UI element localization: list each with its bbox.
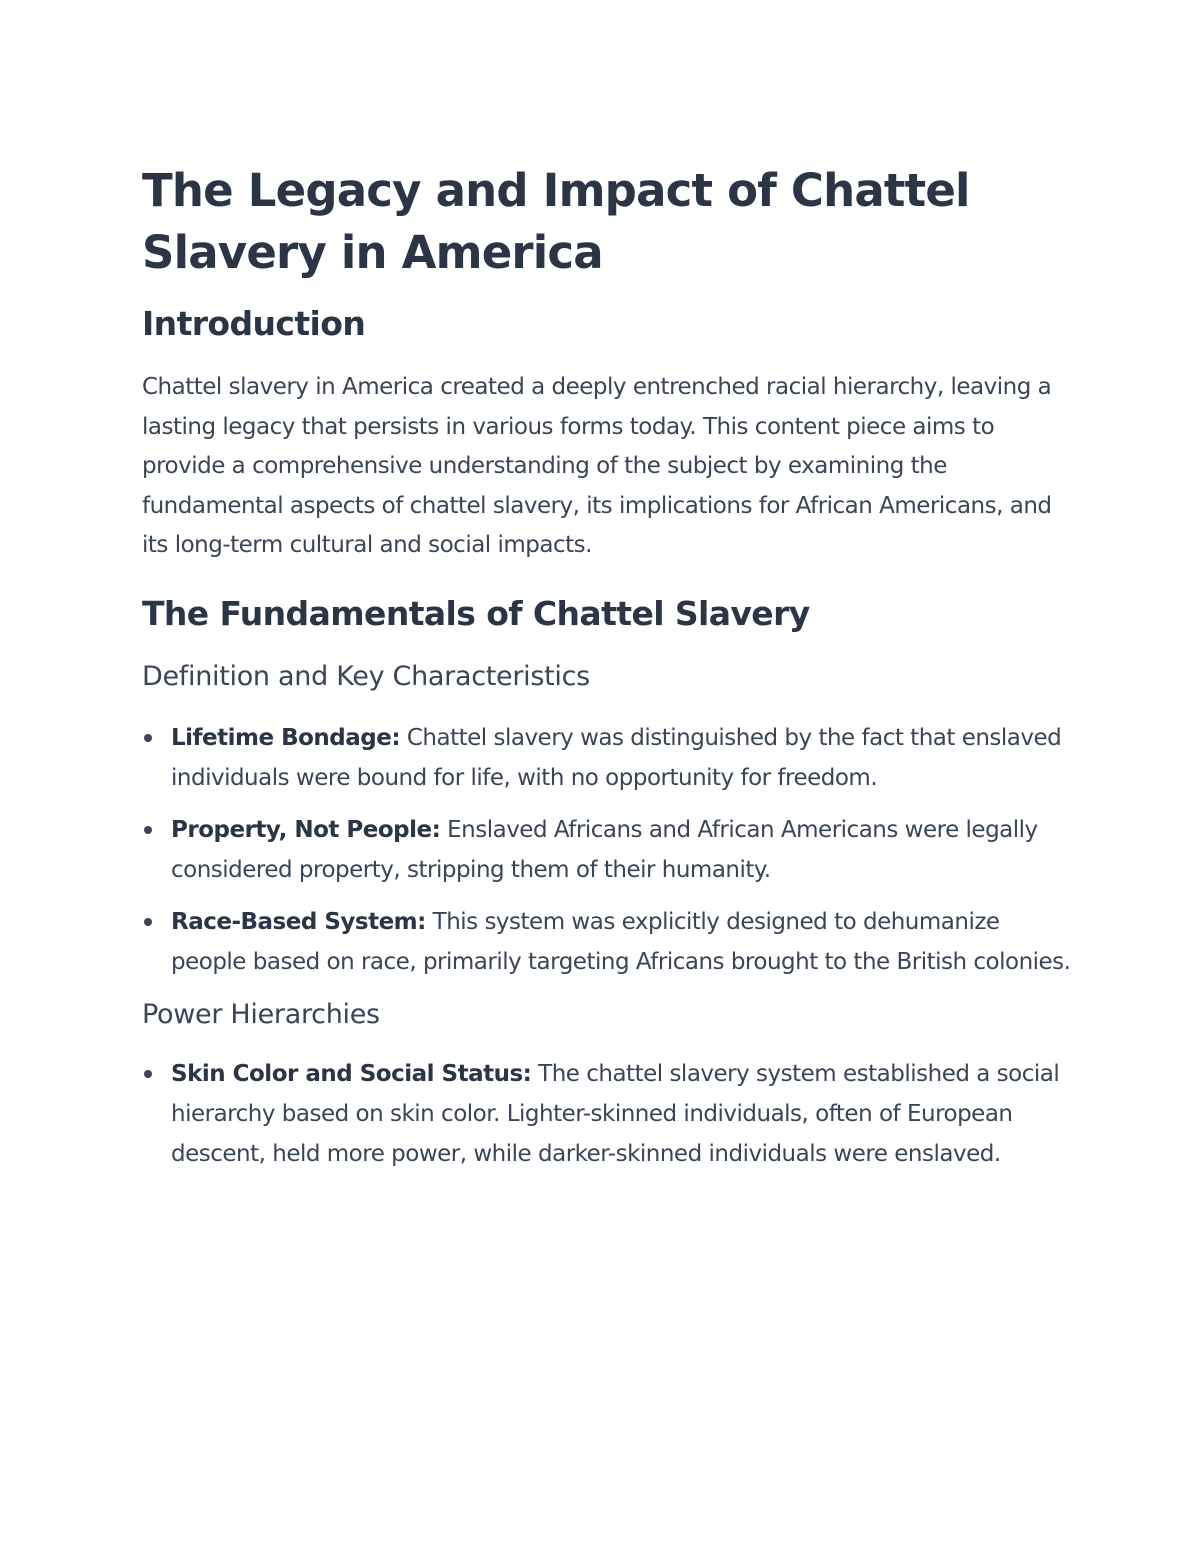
bullet-icon [144,918,152,926]
list-item-term: Race-Based System: [171,908,426,935]
bullet-icon [144,1070,152,1078]
list-item [142,1054,1072,1174]
list-item-term: Property, Not People: [171,816,441,843]
definition-list [142,718,1072,982]
list-item-term: Skin Color and Social Status: [171,1060,532,1087]
list-item-term: Lifetime Bondage: [171,724,401,751]
fundamentals-heading: The Fundamentals of Chattel Slavery [142,593,810,633]
definition-heading: Definition and Key Characteristics [142,660,590,692]
power-hierarchies-list [142,1054,1072,1174]
power-hierarchies-heading: Power Hierarchies [142,998,380,1030]
list-item-text: This system was explicitly designed to dehumanize people based on race, primarily targeting Africans brought to the British colonies. [171,908,1071,975]
bullet-icon [144,734,152,742]
list-item-text: The chattel slavery system established a social hierarchy based on skin color. Lighter-skinned individuals, often of European descent, held more power, while darker-skinned individuals were enslaved. [171,1060,1060,1167]
bullet-icon [144,826,152,834]
document-page [142,160,1072,1174]
list-item [142,902,1072,982]
list-item-text: Enslaved Africans and African Americans were legally considered property, stripping them of their humanity. [171,816,1038,883]
list-item-text: Chattel slavery was distinguished by the fact that enslaved individuals were bound for life, with no opportunity for freedom. [171,724,1062,791]
introduction-heading: Introduction [142,304,366,343]
introduction-paragraph: Chattel slavery in America created a deeply entrenched racial hierarchy, leaving a lasting legacy that persists in various forms today. This content piece aims to provide a comprehensive understanding of the subject by examining the fundamental aspects of chattel slavery, its implications for African Americans, and its long-term cultural and social impacts. [142,374,1052,558]
list-item [142,810,1072,890]
document-title: The Legacy and Impact of Chattel Slavery in America [142,164,970,279]
list-item [142,718,1072,798]
